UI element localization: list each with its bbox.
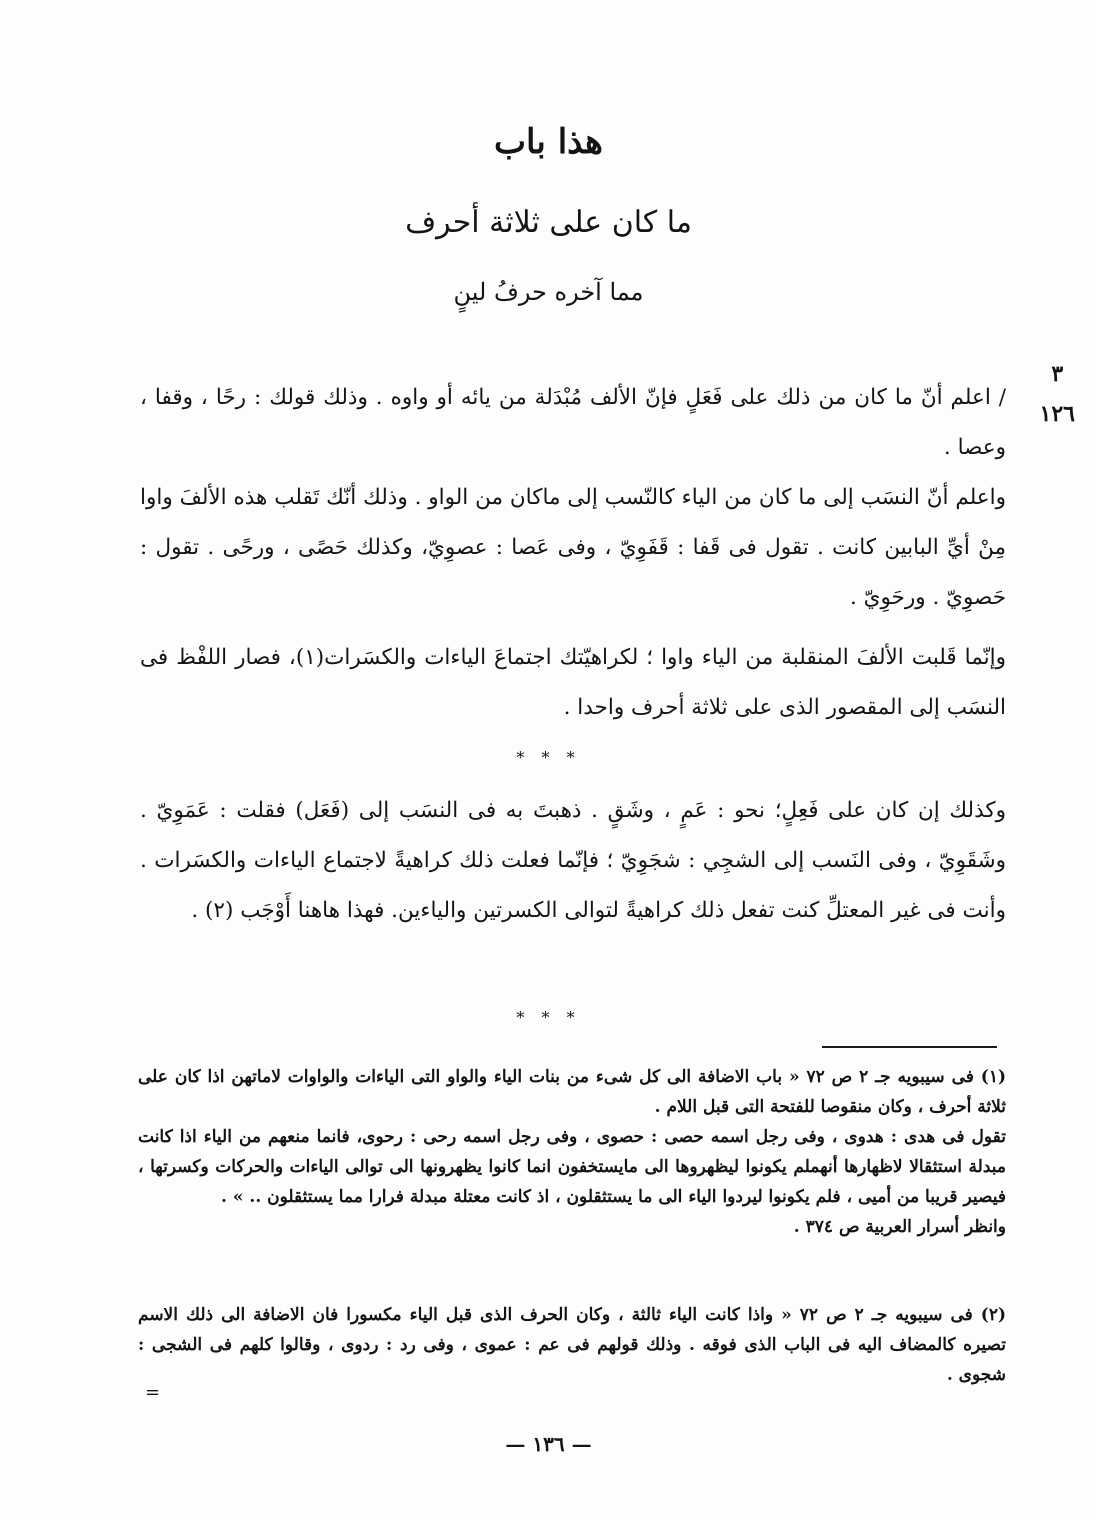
margin-volume-number: ٣	[1051, 361, 1064, 387]
chapter-title: هذا باب	[494, 122, 603, 162]
chapter-subsubtitle: مما آخره حرفُ لينٍ	[453, 278, 644, 306]
footnote-1-line: وانظر أسرار العربية ص ٣٧٤ .	[793, 1217, 1006, 1237]
footnote-1	[138, 1062, 1006, 1242]
section-separator: * * *	[516, 1008, 581, 1027]
continuation-mark: =	[145, 1382, 161, 1403]
margin-reference	[1040, 354, 1075, 434]
footnote-1-line: تقول فى هدى : هدوى ، وفى رجل اسمه حصى : حصوى ، وفى رجل اسمه رحى : رحوى، فانما منعهم من الياء اذا كانت مبدلة استثقالا لاظهارها أنهملم يكونوا ليظهروها الى مايستخفون انما كانوا يظهرونها الى توالى الياءات والحركات وكسرتها ، فيصير قريبا من أميى ، فلم يكونوا ليردوا الياء الى ما يستثقلون ، اذ كانت معتلة مبدلة فرارا مما يستثقلون .. » .	[138, 1127, 1006, 1207]
page-number: — ١٣٦ —	[505, 1432, 592, 1456]
paragraph-1: / اعلم أنّ ما كان من ذلك على فَعَلٍ فإنّ الألف مُبْدَلة من يائه أو واوه . وذلك قولك : رحًا ، وقفا ، وعصا .	[140, 385, 1006, 460]
footnote-2-line: (٢) فى سيبويه جـ ٢ ص ٧٢ « واذا كانت الياء ثالثة ، وكان الحرف الذى قبل الياء مكسورا فان الاضافة الى ذلك الاسم تصيره كالمضاف اليه فى الباب الذى فوقه . وذلك قولهم فى عم : عموى ، وفى رد : ردوى ، وقالوا كلهم فى الشجى : شجوى .	[138, 1305, 1007, 1385]
chapter-subtitle: ما كان على ثلاثة أحرف	[405, 205, 692, 240]
footnote-divider	[822, 1046, 997, 1048]
margin-page-number: ١٢٦	[1039, 401, 1075, 427]
footnote-1-line: (١) فى سيبويه جـ ٢ ص ٧٢ « باب الاضافة الى كل شىء من بنات الياء والواو التى الياءات والواوات لاماتهن اذا كان على ثلاثة أحرف ، وكان منقوصا للفتحة التى قبل اللام .	[138, 1067, 1006, 1117]
footnote-2	[138, 1300, 1006, 1390]
paragraph-3: وإنّما قَلبت الألفَ المنقلبة من الياء واوا ؛ لكراهيّتك اجتماعَ الياءات والكسَرات(١)، فصار اللفْظ فى النسَب إلى المقصور الذى على ثلاثة أحرف واحدا .	[140, 645, 1006, 720]
paragraph-2: واعلم أنّ النسَب إلى ما كان من الياء كالنّسب إلى ماكان من الواو . وذلك أنّك تَقلب هذه الألفَ واوا مِنْ أيِّ البابين كانت . تقول فى قَفا : قَفَوِيّ ، وفى عَصا : عصوِيّ، وكذلك حَصًى ، ورحًى . تقول : حَصوِيّ . ورحَوِيّ .	[140, 485, 1006, 610]
section-separator: * * *	[516, 748, 581, 767]
paragraph-4: وكذلك إن كان على فَعِلٍ؛ نحو : عَمٍ ، وشَقٍ . ذهبتَ به فى النسَب إلى (فَعَل) فقلت : عَمَوِيّ . وشَقَوِيّ ، وفى النَسب إلى الشجِي : شجَوِيّ ؛ فإنّما فعلت ذلك كراهيةً لاجتماع الياءات والكسَرات . وأنت فى غير المعتلِّ كنت تفعل ذلك كراهيةً لتوالى الكسرتين والياءين. فهذا هاهنا أَوْجَب (٢) .	[140, 798, 1006, 923]
